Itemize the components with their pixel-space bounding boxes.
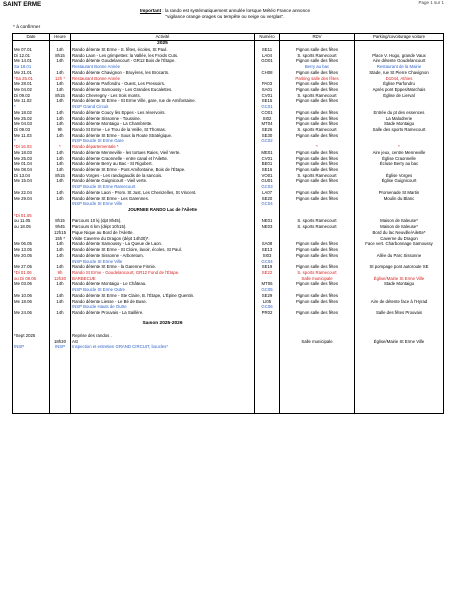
cell-rdv — [280, 407, 355, 413]
cell-activite: Rando détente Prouvais - La Saillère. — [71, 310, 255, 316]
cell-rdv: Pignon salle des fêtes — [280, 247, 355, 253]
cell-activite: Rando détente Goudelancourt - GR12 Bois de l'Étape. — [71, 58, 255, 64]
cell-numero: LA07 — [255, 190, 280, 196]
cell-activite: Rando détente Montaigu - Le Château. — [71, 281, 255, 287]
cell-heure: 14h — [50, 87, 71, 93]
important-text: : la rando est systématiquement annulée lorsque Météo France annonce — [162, 8, 311, 13]
cell-activite: INSP Boucle Hauts de Outre — [71, 304, 255, 310]
cell-rdv: Pignon salle des fêtes — [280, 161, 355, 167]
cell-rdv: Pignon salle des fêtes — [280, 264, 355, 270]
cell-date: Sa 18.01 — [13, 64, 50, 70]
cell-heure: 8h15 — [50, 218, 71, 224]
cell-rdv: S. sports Ramecourt — [280, 93, 355, 99]
cell-heure: 14h — [50, 253, 71, 259]
cell-numero: CO01 — [255, 110, 280, 116]
cell-parking: Bord du lac Neuville/Ailette* — [355, 230, 444, 236]
cell-activite: Rando détente Laon - Prom. St Just, Les Chenizelles, St Vincent. — [71, 190, 255, 196]
cell-heure: 14h — [50, 178, 71, 184]
cell-heure: 14h — [50, 281, 71, 287]
cell-activite: INSP Grand Circuit — [71, 104, 255, 110]
cell-activite: Rando St Erme - Le Trou de la Veille, St Thomas. — [71, 127, 255, 133]
cell-heure: 14h — [50, 161, 71, 167]
cell-heure: 8h15 — [50, 173, 71, 179]
cell-heure: 14h — [50, 98, 71, 104]
cell-parking: Promenade St Martin — [355, 190, 444, 196]
cell-rdv: Pignon salle des fêtes — [280, 81, 355, 87]
cell-activite: Rando détente Sissonne - Arboretum. — [71, 253, 255, 259]
cell-rdv: Pignon salle des fêtes — [280, 58, 355, 64]
cell-date: Me 25.03 — [13, 156, 50, 162]
cell-activite: Rando détente St Erme - Les Garennes. — [71, 196, 255, 202]
cell-rdv: Pignon salle des fêtes — [280, 293, 355, 299]
cell-heure: 9h — [50, 270, 71, 276]
cell-heure: 14h — [50, 116, 71, 122]
cell-numero: NE03 — [255, 224, 280, 230]
cell-rdv: Pignon salle des fêtes — [280, 241, 355, 247]
cell-activite: Rando détente Sissonne - Toussine. — [71, 116, 255, 122]
cell-rdv: Pignon salle des fêtes — [280, 156, 355, 162]
cell-numero: SE16 — [255, 167, 280, 173]
cell-parking: Stade, rue St Pierre Chavignon — [355, 70, 444, 76]
cell-numero: SE29 — [255, 293, 280, 299]
cell-parking: Stade Montaigu — [355, 121, 444, 127]
cell-rdv: Pignon salle des fêtes — [280, 190, 355, 196]
important-text-line2: "vigilance orange orages ou tempête ou neige ou verglas". — [165, 13, 285, 19]
cell-numero: ME01 — [255, 150, 280, 156]
cell-date: Me 22.04 — [13, 190, 50, 196]
cell-heure: 14h — [50, 121, 71, 127]
organization-name: SAINT ERME — [3, 1, 42, 8]
cell-activite: INSP Boucle St Erme Ville — [71, 259, 255, 265]
cell-heure: 14h — [50, 150, 71, 156]
cell-numero: GC06 — [255, 304, 280, 310]
cell-date: Me 15.04 — [13, 178, 50, 184]
table-row — [13, 407, 444, 413]
cell-heure: 14h — [50, 47, 71, 53]
cell-heure: 12h * — [50, 76, 71, 82]
cell-activite: Visite Caverne du Dragon (dépt 14h30)*. — [71, 236, 255, 242]
cell-rdv: Pignon salle des fêtes — [280, 310, 355, 316]
cell-activite: Rando Laon - Les grimpettes: la Vallée, les Froids Cuts. — [71, 53, 255, 59]
cell-parking — [355, 407, 444, 413]
cell-rdv: Pignon salle des fêtes — [280, 299, 355, 305]
cell-numero: LI05 — [255, 299, 280, 305]
cell-date: Me 06.05 — [13, 241, 50, 247]
cell-parking: Église Craonnelle — [355, 156, 444, 162]
cell-parking: Aire jeux, centre Menneville — [355, 150, 444, 156]
cell-date — [13, 407, 50, 413]
cell-numero: LA04 — [255, 53, 280, 59]
cell-numero: MT04 — [255, 121, 280, 127]
schedule-table — [12, 33, 444, 414]
cell-heure: 14h — [50, 264, 71, 270]
cell-numero: SE11 — [255, 47, 280, 53]
cell-date: INSP — [13, 344, 50, 350]
cell-parking: Église Vorges — [355, 173, 444, 179]
cell-date: Me 18.03 — [13, 150, 50, 156]
cell-heure: 14h — [50, 241, 71, 247]
cell-date: Di 09.03 — [13, 127, 50, 133]
cell-date: Me 11.02 — [13, 98, 50, 104]
cell-numero: SA01 — [255, 87, 280, 93]
cell-rdv: Salle municipale — [280, 339, 355, 345]
cell-numero: GC05 — [255, 287, 280, 293]
cell-parking: Maison de Italeuse* — [355, 224, 444, 230]
cell-numero: MT06 — [255, 281, 280, 287]
cell-parking: * — [355, 144, 444, 150]
cell-date: Me 20.05 — [13, 253, 50, 259]
cell-heure: 14h — [50, 167, 71, 173]
cell-activite: Rando St Erme - Goudelancourt, GR12 Fond de l'Étape. — [71, 270, 255, 276]
cell-rdv: Pignon salle des fêtes — [280, 167, 355, 173]
cell-numero: GC04 — [255, 201, 280, 207]
cell-heure: 14h — [50, 196, 71, 202]
cell-date: *Di 01.05 — [13, 213, 50, 219]
cell-activite: Rando détente St Erme - Ste Claire, B. l'Étape, L'Épine Quentin. — [71, 293, 255, 299]
cell-activite: Rando détente St Erme - St Erme Ville, gare, rue de Amifontaine. — [71, 98, 255, 104]
cell-date: * — [13, 104, 50, 110]
cell-heure: 9h — [50, 127, 71, 133]
cell-activite: Restaurant Bonne Année — [71, 76, 255, 82]
cell-activite: INSP Boucle St Erme Ramecourt — [71, 184, 255, 190]
cell-date: *Sa 25.01 — [13, 76, 50, 82]
cell-heure: 14h — [50, 247, 71, 253]
cell-rdv: Pignon salle des fêtes — [280, 70, 355, 76]
cell-parking: Maison de Italeuse* — [355, 218, 444, 224]
cell-date: * — [13, 138, 50, 144]
cell-heure: 18h30 — [50, 339, 71, 345]
cell-rdv: S. sports Ramecourt — [280, 270, 355, 276]
cell-date: *Sept 2025 — [13, 333, 50, 339]
cell-parking: Église/Mairie St Erme Ville — [355, 339, 444, 345]
cell-numero: NE01 — [255, 218, 280, 224]
cell-date: Di 13.04 — [13, 173, 50, 179]
cell-numero: SA08 — [255, 241, 280, 247]
cell-date: ou Di 08.06 — [13, 276, 50, 282]
cell-date: *Di 01.06 — [13, 270, 50, 276]
cell-numero: SI02 — [255, 116, 280, 122]
cell-date: Me 14.01 — [13, 58, 50, 64]
cell-heure: 14h — [50, 58, 71, 64]
cell-rdv: Pignon salle des fêtes — [280, 150, 355, 156]
cell-activite: Restaurant Bonne Année — [71, 64, 255, 70]
cell-activite: Reprise des randos . — [71, 333, 255, 339]
cell-rdv: S. sports Ramecourt — [280, 224, 355, 230]
cell-date: Me 10.06 — [13, 293, 50, 299]
cell-heure: 8h15 — [50, 93, 71, 99]
cell-date: Me 04.02 — [13, 87, 50, 93]
cell-numero: PA03 — [255, 81, 280, 87]
cell-parking: Restaurant de la Mairie — [355, 64, 444, 70]
cell-rdv: Pignon salle des fêtes — [280, 116, 355, 122]
cell-heure: 12h15 — [50, 230, 71, 236]
cell-date: ou 11.05 — [13, 218, 50, 224]
cell-rdv: Pignon salle des fêtes — [280, 196, 355, 202]
cell-activite: INSP Boucle St Erme Gare — [71, 138, 255, 144]
cell-date: *Di 16.03 — [13, 144, 50, 150]
cell-numero: GC02 — [255, 138, 280, 144]
cell-activite: Rando détente Craonnelle - entre canal et l'Ailette. — [71, 156, 255, 162]
cell-activite: Rando Vorges - Les randogaudis de la sancois. — [71, 173, 255, 179]
cell-parking: Église Parfondru — [355, 81, 444, 87]
page-indicator: Page 1 sur 1 — [418, 0, 444, 5]
cell-date: Me 21.01 — [13, 70, 50, 76]
cell-parking: Église de Lierval — [355, 93, 444, 99]
cell-activite: Rando détente St Erme - la Garenne Finnie. — [71, 264, 255, 270]
cell-heure: 14h — [50, 110, 71, 116]
cell-date: Me 18.06 — [13, 299, 50, 305]
cell-numero: CV01 — [255, 93, 280, 99]
cell-heure: 14h — [50, 81, 71, 87]
cell-date: Me 07.01 — [13, 47, 50, 53]
cell-parking: Aire détente Goudelancourt — [355, 58, 444, 64]
cell-activite: Rando détente Guignicourt - Vieil verte. — [71, 178, 255, 184]
cell-rdv: Pignon salle des fêtes — [280, 47, 355, 53]
cell-parking: Aire de détente face à l'Hyrad — [355, 299, 444, 305]
cell-date: Me 03.06 — [13, 281, 50, 287]
cell-numero: CV01 — [255, 156, 280, 162]
cell-rdv: S. sports Ramecourt — [280, 218, 355, 224]
cell-parking: Place V. Hugo, grande Vaux — [355, 53, 444, 59]
cell-parking: Église Guignicourt — [355, 178, 444, 184]
cell-rdv: Pignon salle des fêtes — [280, 121, 355, 127]
cell-parking: Moulin du Blanc — [355, 196, 444, 202]
cell-activite: Rando détente Montaigu - La Chambrette. — [71, 121, 255, 127]
cell-activite: Saison 2025-2026 — [71, 321, 255, 327]
cell-rdv: Pignon salle des fêtes — [280, 110, 355, 116]
header-heure: Heure — [50, 34, 71, 41]
cell-heure: 14h — [50, 133, 71, 139]
cell-date: Me 24.06 — [13, 310, 50, 316]
cell-heure: 14h — [50, 190, 71, 196]
cell-date: Me 25.02 — [13, 116, 50, 122]
cell-activite: INSP Boucle St Erme Ville — [71, 201, 255, 207]
cell-parking: Allée du Parc Sissonne — [355, 253, 444, 259]
cell-activite: Pique Nique au Bord de l'Ailette. — [71, 230, 255, 236]
cell-rdv: Pignon salle des fêtes — [280, 253, 355, 259]
cell-rdv: Salle municipale — [280, 276, 355, 282]
cell-rdv: Pignon salle des fêtes — [280, 133, 355, 139]
cell-rdv: Pignon salle des fêtes — [280, 178, 355, 184]
cell-numero: SE22 — [255, 270, 280, 276]
cell-parking: Salle des fêtes Prouvais — [355, 310, 444, 316]
table-header-row — [13, 34, 444, 41]
cell-parking: Écluse Berry au bac — [355, 161, 444, 167]
cell-activite: Rando Chevregny - Les trois monts. — [71, 93, 255, 99]
cell-activite: Rando détente Samoussy - La Queue de Laon. — [71, 241, 255, 247]
cell-date: Me 28.01 — [13, 81, 50, 87]
cell-numero: BE01 — [255, 161, 280, 167]
cell-parking: St pompage pont autoroute SE — [355, 264, 444, 270]
cell-heure: 8h15 — [50, 53, 71, 59]
header-numero: Numéro — [255, 34, 280, 41]
cell-heure: 14h — [50, 70, 71, 76]
cell-activite: Inspection et entretien GRAND CIRCUIT, boucles* — [71, 344, 255, 350]
cell-heure: 14h — [50, 156, 71, 162]
cell-activite: Rando détente St Erme - Sous la Route Stratégique. — [71, 133, 255, 139]
cell-activite: INSP Boucle St Erme Outre — [71, 287, 255, 293]
cell-activite: BARBECUE — [71, 276, 255, 282]
cell-date: ou 18.05 — [13, 224, 50, 230]
cell-parking: La Malodrerie — [355, 116, 444, 122]
cell-heure: 14h — [50, 310, 71, 316]
cell-parking: Stade Montaigu — [355, 281, 444, 287]
cell-activite: Rando détente St Erme - S. fêtes, écoles, St Paul. — [71, 47, 255, 53]
cell-activite: Rando détente Berry au Bac - St Rigobert. — [71, 161, 255, 167]
cell-date: Me 18.02 — [13, 110, 50, 116]
cell-heure: 12h30 — [50, 276, 71, 282]
confirm-note: * à confirmer — [13, 25, 41, 30]
cell-numero: PR02 — [255, 310, 280, 316]
header-parking: Parking/covoiturage voiture — [355, 34, 444, 41]
cell-parking: Salle des sports Ramecourt — [355, 127, 444, 133]
cell-activite: Rando détente St Erme - St Cloire, lavoir, écoles, St Paul. — [71, 247, 255, 253]
cell-date: Di 09.02 — [13, 93, 50, 99]
cell-parking: Entrée du pt des essences — [355, 110, 444, 116]
cell-activite: Rando détente Parfondru - Ouest, Les Pressoirs. — [71, 81, 255, 87]
cell-date: Me 01.04 — [13, 161, 50, 167]
cell-numero: GC04 — [255, 259, 280, 265]
cell-date: Me 13.05 — [13, 247, 50, 253]
cell-activite: Rando départementale * — [71, 144, 255, 150]
cell-activite: 2025 — [71, 41, 255, 47]
cell-heure: 9h45 — [50, 224, 71, 230]
cell-activite: Rando détente Liesse - Le Bé de Buse. — [71, 299, 255, 305]
cell-heure: INSP — [50, 344, 71, 350]
cell-rdv: * — [280, 144, 355, 150]
cell-numero: GC03 — [255, 184, 280, 190]
cell-numero: CH08 — [255, 70, 280, 76]
cell-rdv: S. sports Ramecourt — [280, 127, 355, 133]
cell-numero: SE30 — [255, 133, 280, 139]
cell-numero: SE13 — [255, 247, 280, 253]
cell-numero: GO01 — [255, 58, 280, 64]
cell-activite: AG — [71, 339, 255, 345]
cell-heure: 14h — [50, 293, 71, 299]
cell-numero: SE20 — [255, 196, 280, 202]
header-activite: Activité — [71, 34, 255, 41]
cell-rdv: Pignon salle des fêtes — [280, 87, 355, 93]
header-date: Date — [13, 34, 50, 41]
cell-numero: VO01 — [255, 173, 280, 179]
cell-rdv: S. sports Ramecourt — [280, 173, 355, 179]
cell-heure: 14h — [50, 299, 71, 305]
cell-rdv: Parking salle des fêtes — [280, 76, 355, 82]
important-notice — [0, 8, 450, 19]
cell-activite: Rando détente Coucy lès Eppes - Les réservoirs. — [71, 110, 255, 116]
cell-numero: GC01 — [255, 104, 280, 110]
cell-date: Me 08.04 — [13, 167, 50, 173]
cell-parking: Après pont Eppes/Marchais — [355, 87, 444, 93]
cell-numero: GU01 — [255, 178, 280, 184]
cell-rdv: Pignon salle des fêtes — [280, 98, 355, 104]
cell-rdv: S. sports Ramecourt — [280, 53, 355, 59]
important-label: Important — [139, 8, 162, 13]
cell-date: Me 27.05 — [13, 264, 50, 270]
cell-activite: Parcours 10 kj (dpt 8h45). — [71, 218, 255, 224]
cell-parking: Face vert. Charbonnage Samoussy — [355, 241, 444, 247]
cell-rdv: Berry au bac — [280, 64, 355, 70]
cell-parking: Église/Mairie St Erme Ville — [355, 276, 444, 282]
cell-activite: Rando détente St Erme - Pont Amifontaine, Bois de l'Étape. — [71, 167, 255, 173]
cell-activite: JOURNEE RANDO Lac de l'Ailette — [71, 207, 255, 213]
cell-numero: SI03 — [255, 253, 280, 259]
header-rdv: RDV — [280, 34, 355, 41]
cell-numero: SE19 — [255, 264, 280, 270]
cell-heure: * — [50, 144, 71, 150]
cell-activite: Rando détente Menneville - les tortues Raies, Vieil Verte. — [71, 150, 255, 156]
cell-activite: Rando détente Samoussy - Les Grandes Eucalettes. — [71, 87, 255, 93]
cell-activite: Parcours 6 km (dépt 10h15). — [71, 224, 255, 230]
cell-parking: D1044, Athies — [355, 76, 444, 82]
cell-numero: SE26 — [255, 127, 280, 133]
cell-activite: Rando détente Chavignon - Bruyères, les Brocarts. — [71, 70, 255, 76]
cell-numero — [255, 407, 280, 413]
cell-heure: 15h * — [50, 236, 71, 242]
cell-numero: SE15 — [255, 98, 280, 104]
cell-rdv: Pignon salle des fêtes — [280, 281, 355, 287]
cell-activite — [71, 407, 255, 413]
cell-heure — [50, 407, 71, 413]
cell-date: Me 29.04 — [13, 196, 50, 202]
cell-date: Di 12.01 — [13, 53, 50, 59]
cell-date: Me 04.03 — [13, 121, 50, 127]
cell-parking: Caverne du Dragon — [355, 236, 444, 242]
cell-date: Me 11.03 — [13, 133, 50, 139]
